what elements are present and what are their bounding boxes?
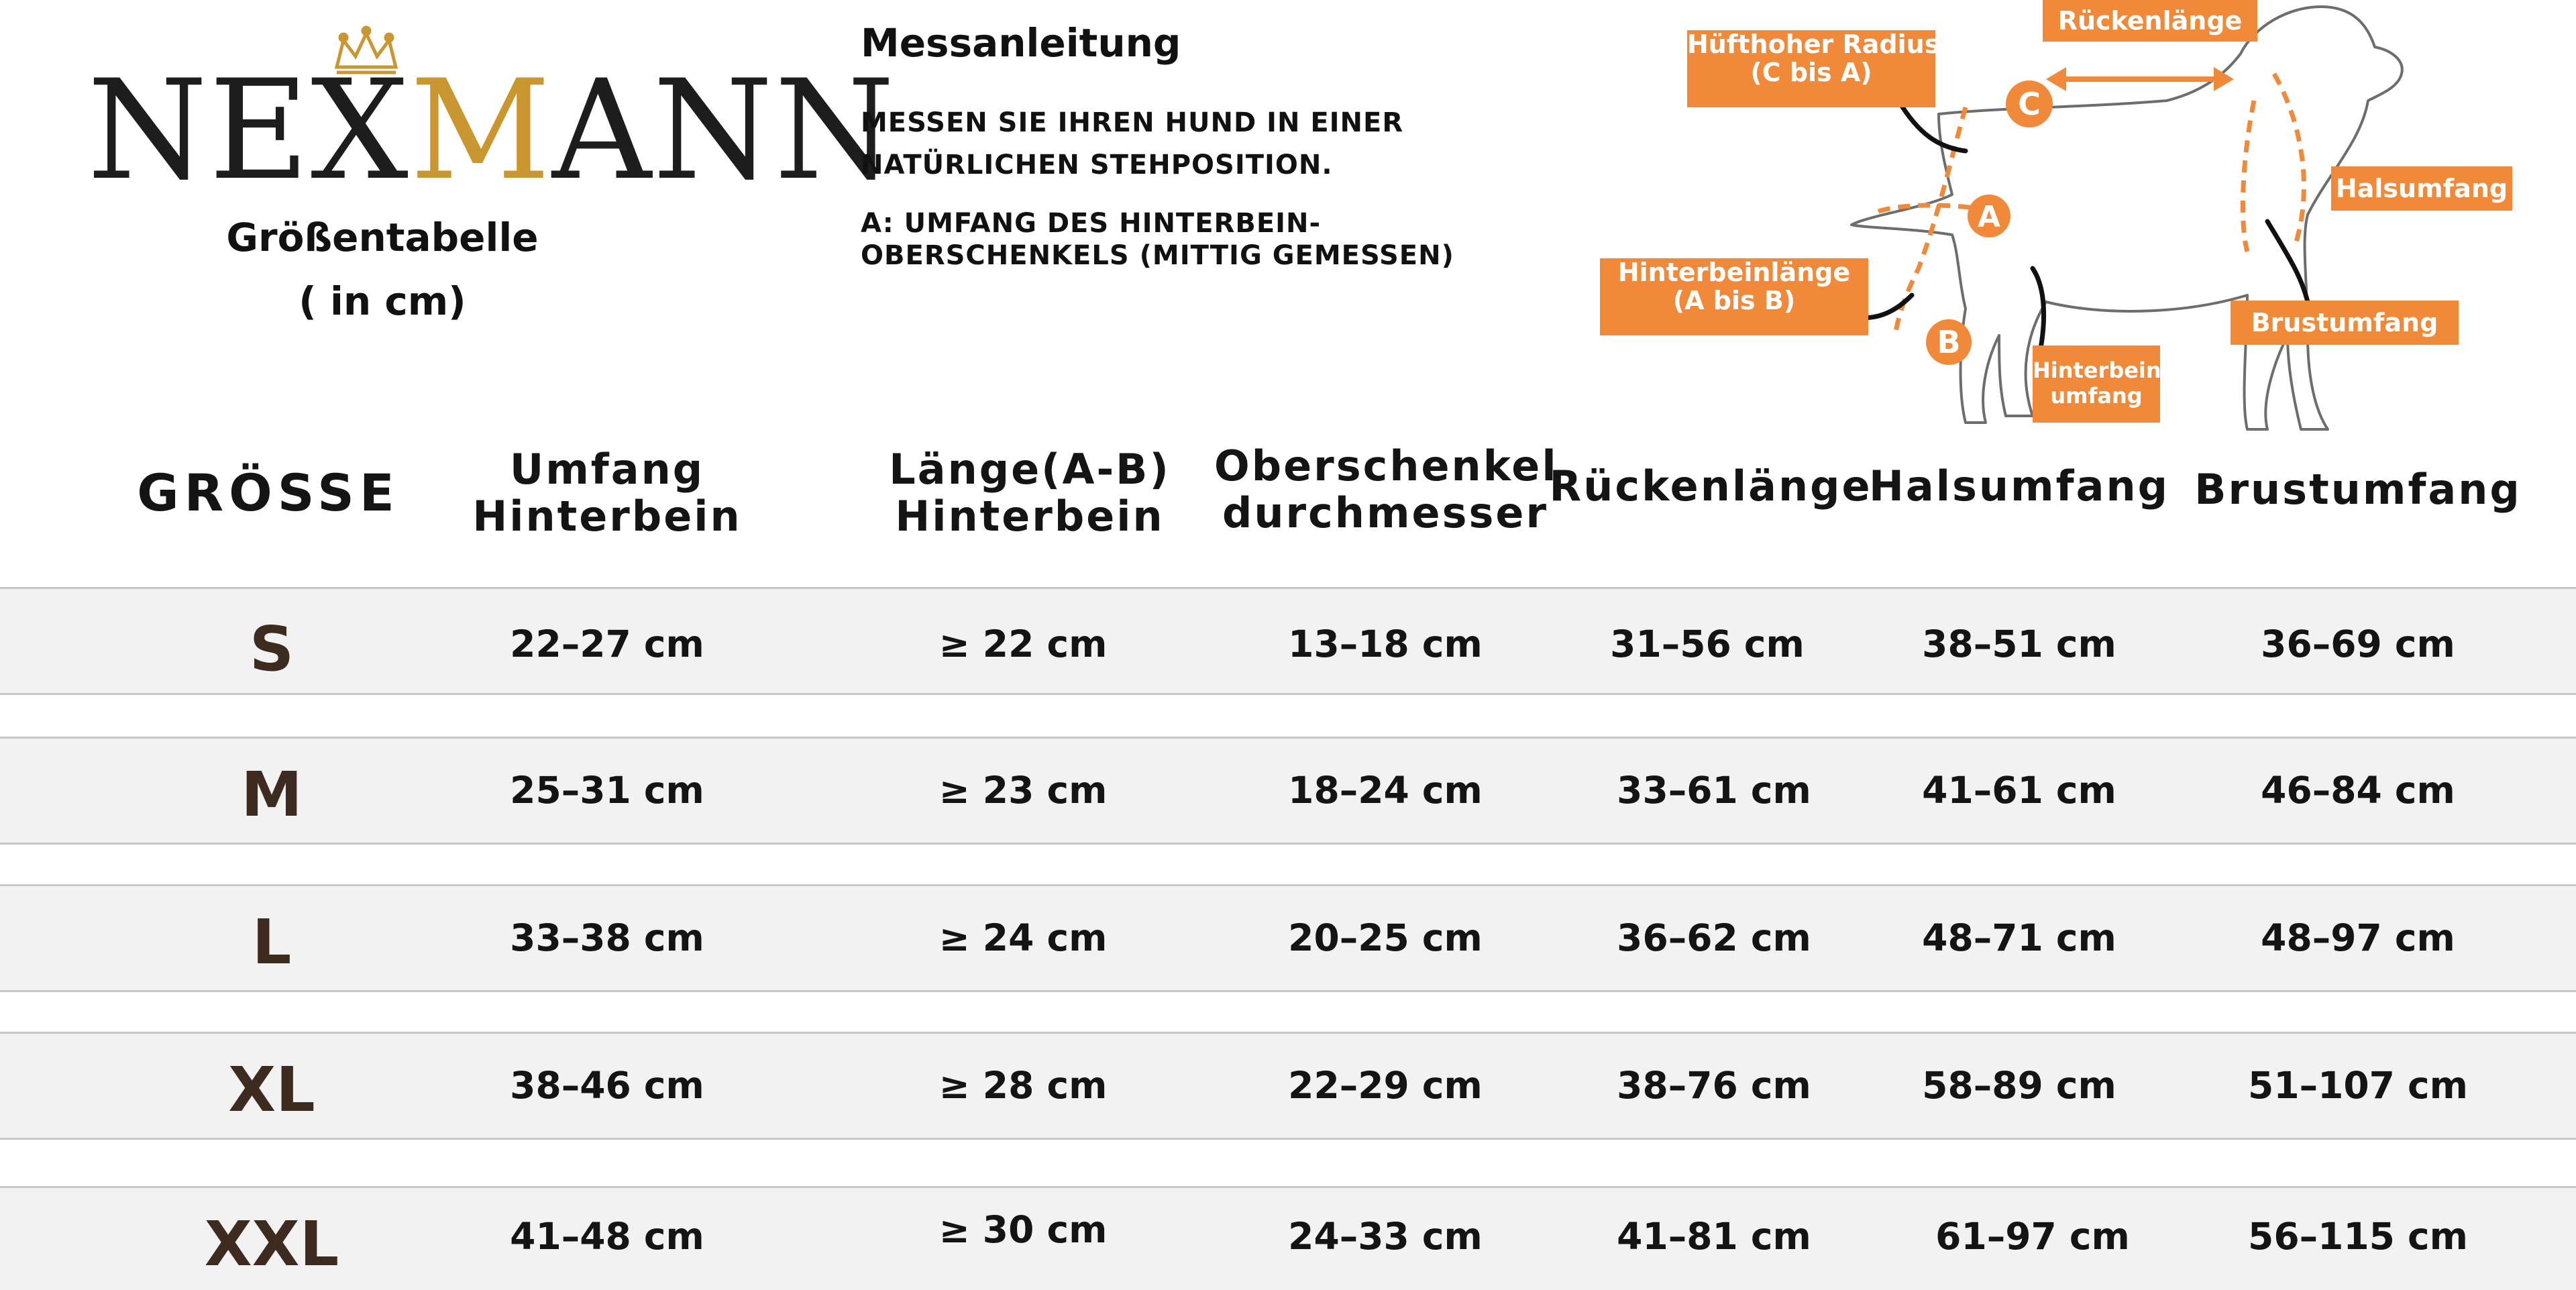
leg-length-cell: ≥ 30 cm xyxy=(938,1208,1108,1251)
svg-text:B: B xyxy=(1937,324,1961,360)
back-length-cell: 36–62 cm xyxy=(1617,916,1811,959)
size-cell: XL xyxy=(228,1054,315,1126)
table-header xyxy=(0,436,2576,590)
table-row xyxy=(0,1032,2576,1140)
back-length-cell: 41–81 cm xyxy=(1617,1215,1811,1258)
size-cell: XXL xyxy=(204,1208,339,1280)
header-size: GRÖSSE xyxy=(137,463,400,523)
instructions-title: Messanleitung xyxy=(861,20,1181,66)
back-length-cell: 38–76 cm xyxy=(1617,1064,1811,1107)
brand-name-part2: ANN xyxy=(551,51,896,211)
svg-text:C: C xyxy=(2018,86,2041,122)
leg-length-cell: ≥ 23 cm xyxy=(938,769,1108,812)
label-leg-length-line1: Hinterbeinlänge xyxy=(1617,258,1851,287)
thigh-diameter-cell: 18–24 cm xyxy=(1288,769,1483,812)
header-leg-length-line1: Länge(A-B) xyxy=(889,445,1171,494)
instructions-line: MESSEN SIE IHREN HUND IN EINER xyxy=(861,107,1404,138)
leg-girth-cell: 25–31 cm xyxy=(510,769,704,812)
neck-cell: 58–89 cm xyxy=(1922,1064,2116,1107)
size-cell: M xyxy=(241,759,303,830)
instructions-line: OBERSCHENKELS (MITTIG GEMESSEN) xyxy=(861,240,1454,271)
label-leg-girth-line1: Hinterbein xyxy=(2033,358,2161,383)
leg-length-cell: ≥ 28 cm xyxy=(938,1064,1108,1107)
back-length-arrow xyxy=(2046,67,2234,91)
header-leg-girth-line2: Hinterbein xyxy=(472,492,742,541)
brand-logo xyxy=(87,27,896,211)
leg-girth-cell: 38–46 cm xyxy=(510,1064,704,1107)
brand-name-part1: NEX xyxy=(87,51,410,211)
label-neck: Halsumfang xyxy=(2331,166,2512,211)
table-row xyxy=(0,587,2576,695)
neck-cell: 48–71 cm xyxy=(1922,916,2116,959)
neck-cell: 41–61 cm xyxy=(1922,769,2116,812)
header-thigh-diameter xyxy=(1214,443,1556,537)
brand-logo-graphic xyxy=(87,27,896,211)
label-leg-girth xyxy=(2033,345,2160,423)
leg-girth-cell: 41–48 cm xyxy=(510,1215,704,1258)
instructions-line: NATÜRLICHEN STEHPOSITION. xyxy=(861,150,1333,180)
label-hip-radius-line2: (C bis A) xyxy=(1750,58,1872,87)
label-hip-radius xyxy=(1687,30,1940,107)
leg-length-cell: ≥ 24 cm xyxy=(938,916,1108,959)
header-chest: Brustumfang xyxy=(2194,465,2522,514)
label-hip-radius-line1: Hüfthoher Radius xyxy=(1687,30,1940,59)
marker-b xyxy=(1926,319,1972,365)
header-leg-length xyxy=(859,446,1201,540)
header-thigh-diameter-line2: durchmesser xyxy=(1222,488,1549,537)
label-leg-length-line2: (A bis B) xyxy=(1672,286,1796,315)
label-back-length: Rückenlänge xyxy=(2043,0,2257,42)
size-cell: S xyxy=(249,613,294,685)
chest-cell: 48–97 cm xyxy=(2261,916,2455,959)
neck-cell: 61–97 cm xyxy=(1935,1215,2130,1258)
table-row xyxy=(0,737,2576,845)
size-cell: L xyxy=(252,906,292,978)
marker-c xyxy=(2006,80,2053,127)
thigh-diameter-cell: 13–18 cm xyxy=(1288,623,1483,665)
header-leg-length-line2: Hinterbein xyxy=(895,492,1165,541)
leg-girth-cell: 33–38 cm xyxy=(510,916,704,959)
chest-cell: 51–107 cm xyxy=(2248,1064,2468,1107)
label-chest: Brustumfang xyxy=(2231,301,2459,345)
header-leg-girth-line1: Umfang xyxy=(509,445,705,494)
leg-girth-cell: 22–27 cm xyxy=(510,623,704,665)
header-neck: Halsumfang xyxy=(1869,462,2169,510)
neck-cell: 38–51 cm xyxy=(1922,623,2116,665)
brand-name-highlight: M xyxy=(409,51,552,211)
back-length-cell: 31–56 cm xyxy=(1610,623,1805,665)
thigh-diameter-cell: 24–33 cm xyxy=(1288,1215,1483,1258)
instructions-line: A: UMFANG DES HINTERBEIN- xyxy=(861,208,1322,239)
marker-a xyxy=(1968,195,2010,237)
header-thigh-diameter-line1: Oberschenkel xyxy=(1214,441,1558,490)
chest-cell: 56–115 cm xyxy=(2248,1215,2468,1258)
chest-cell: 46–84 cm xyxy=(2261,769,2455,812)
back-length-cell: 33–61 cm xyxy=(1617,769,1811,812)
label-leg-length xyxy=(1600,258,1868,335)
table-title: Größentabelle xyxy=(226,215,539,260)
table-unit: ( in cm) xyxy=(299,278,466,324)
leg-length-cell: ≥ 22 cm xyxy=(938,623,1108,665)
header-back-length: Rückenlänge xyxy=(1549,462,1872,510)
label-leg-girth-line2: umfang xyxy=(2050,383,2143,409)
thigh-diameter-cell: 20–25 cm xyxy=(1288,916,1483,959)
chest-cell: 36–69 cm xyxy=(2261,623,2455,665)
thigh-diameter-cell: 22–29 cm xyxy=(1288,1064,1483,1107)
table-row xyxy=(0,1186,2576,1290)
header-leg-girth xyxy=(436,446,778,540)
dog-measurement-diagram xyxy=(1576,0,2576,443)
table-row xyxy=(0,884,2576,992)
brand-wordmark xyxy=(87,51,896,211)
svg-text:A: A xyxy=(1977,200,2001,234)
